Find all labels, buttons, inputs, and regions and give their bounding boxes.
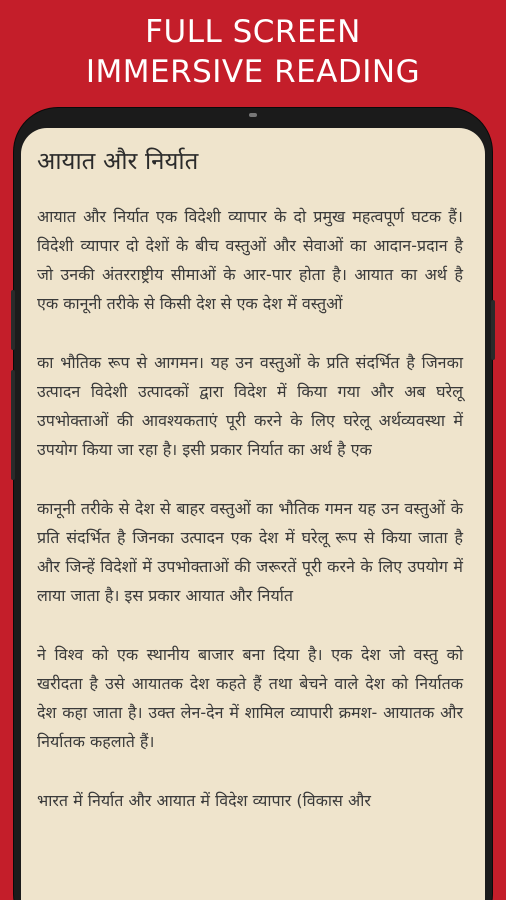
reader-screen[interactable] bbox=[21, 128, 485, 900]
speaker-dot bbox=[249, 113, 257, 117]
article-title: आयात और निर्यात bbox=[37, 147, 199, 175]
banner-line-2: IMMERSIVE READING bbox=[85, 54, 421, 90]
phone-side-button-left bbox=[11, 290, 15, 350]
article-paragraph: भारत में निर्यात और आयात में विदेश व्यापार (विकास और bbox=[37, 791, 371, 810]
article-paragraph: कानूनी तरीके से देश से बाहर वस्तुओं का भौतिक गमन यह उन वस्तुओं के प्रति संदर्भित है जिनका उत्पादन एक देश में घरेलू रूप से किया जाता है और जिन्हें विदेशों में उपभोक्ताओं की जरूरतें पूरी करने के लिए उपयोग में लाया जाता है। इस प्रकार आयात और निर्यात bbox=[37, 499, 463, 605]
article-paragraph: ने विश्व को एक स्थानीय बाजार बना दिया है। एक देश जो वस्तु को खरीदता है उसे आयातक देश कहते हैं तथा बेचने वाले देश को निर्यातक देश कहा जाता है। उक्त लेन-देन में शामिल व्यापारी क्रमश- आयातक और निर्यातक कहलाते हैं। bbox=[37, 645, 463, 751]
banner-line-1: FULL SCREEN bbox=[145, 14, 361, 50]
phone-side-button-right bbox=[491, 300, 495, 360]
article-paragraph: का भौतिक रूप से आगमन। यह उन वस्तुओं के प्रति संदर्भित है जिनका उत्पादन विदेशी उत्पादकों द्वारा विदेश में किया गया और अब घरेलू उपभोक्ताओं की आवश्यकताएं पूरी करने के लिए घरेलू अर्थव्यवस्था में उपयोग किया जा रहा है। इसी प्रकार निर्यात का अर्थ है एक bbox=[37, 353, 463, 459]
promo-banner bbox=[0, 12, 506, 92]
article-paragraph: आयात और निर्यात एक विदेशी व्यापार के दो प्रमुख महत्वपूर्ण घटक हैं। विदेशी व्यापार दो देशों के बीच वस्तुओं और सेवाओं का आदान-प्रदान है जो उनकी अंतरराष्ट्रीय सीमाओं के आर-पार होता है। आयात का अर्थ है एक कानूनी तरीके से किसी देश से एक देश में वस्तुओं bbox=[37, 207, 463, 313]
phone-side-button-left-2 bbox=[11, 370, 15, 480]
article-body[interactable] bbox=[37, 202, 463, 845]
